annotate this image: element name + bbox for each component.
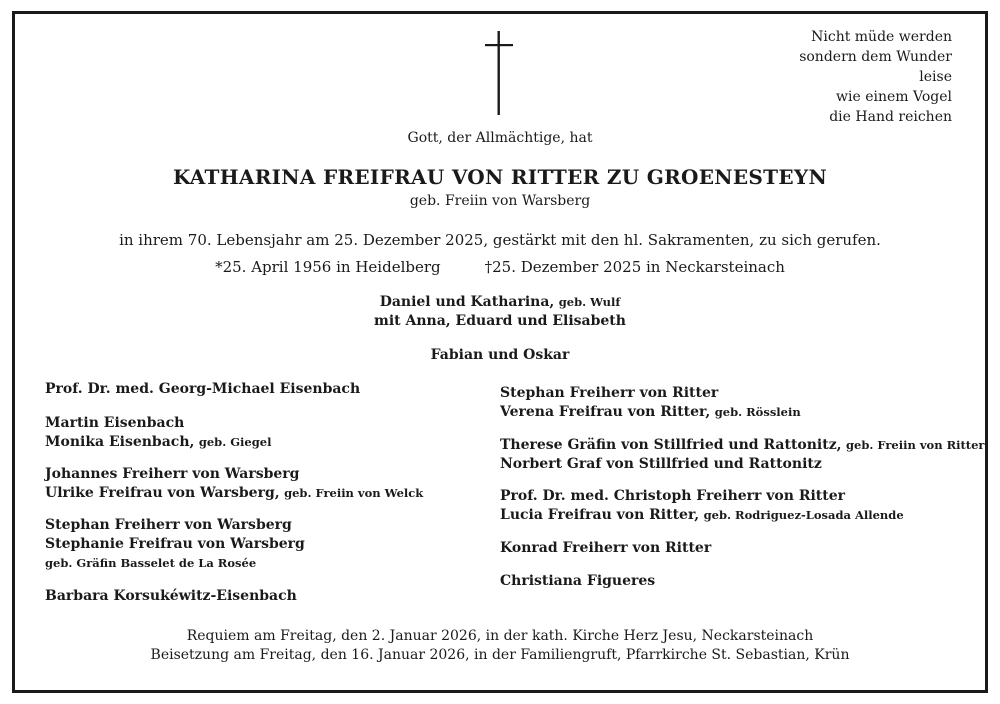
cross-icon [485, 31, 513, 115]
life-dates [0, 258, 1000, 276]
family-birth-name: geb. Rösslein [714, 405, 801, 419]
family-name: Daniel und Katharina, [379, 294, 555, 310]
family-name: Monika Eisenbach, [45, 434, 195, 450]
poem-line: Nicht müde werden [811, 29, 952, 45]
poem [799, 27, 952, 127]
family-name: Johannes Freiherr von Warsberg [45, 466, 300, 482]
poem-line: leise [919, 69, 952, 85]
family-birth-name: geb. Giegel [198, 435, 272, 449]
family-entry [45, 380, 360, 399]
center-family-line [0, 293, 1000, 312]
death-date: †25. Dezember 2025 in Neckarsteinach [484, 258, 785, 276]
family-entry [500, 487, 904, 525]
family-entry [45, 414, 271, 452]
family-name: Norbert Graf von Stillfried und Rattonitz [500, 456, 822, 472]
family-name: Konrad Freiherr von Ritter [500, 540, 712, 556]
family-name: Ulrike Freifrau von Warsberg, [45, 485, 280, 501]
family-birth-name: geb. Rodriguez-Losada Allende [703, 508, 904, 522]
poem-line: die Hand reichen [829, 109, 952, 125]
family-name: Prof. Dr. med. Georg-Michael Eisenbach [45, 381, 361, 397]
family-birth-name: geb. Gräfin Basselet de La Rosée [45, 556, 257, 570]
requiem-info: Requiem am Freitag, den 2. Januar 2026, in der kath. Kirche Herz Jesu, Neckarsteinach [186, 628, 814, 644]
family-name: Verena Freifrau von Ritter, [500, 404, 711, 420]
family-name: Lucia Freifrau von Ritter, [500, 507, 700, 523]
family-name: Therese Gräfin von Stillfried und Rattonitz, [500, 437, 842, 453]
center-family-line: Fabian und Oskar [430, 347, 570, 363]
family-entry [45, 516, 305, 573]
deceased-name: KATHARINA FREIFRAU VON RITTER ZU GROENESTEYN [172, 165, 828, 189]
poem-line: wie einem Vogel [836, 89, 952, 105]
burial-info: Beisetzung am Freitag, den 16. Januar 2026, in der Familiengruft, Pfarrkirche St. Sebastian, Krün [150, 647, 850, 663]
family-name: Stephanie Freifrau von Warsberg [45, 536, 305, 552]
death-statement: in ihrem 70. Lebensjahr am 25. Dezember 2025, gestärkt mit den hl. Sakramenten, zu sich gerufen. [119, 231, 881, 249]
poem-line: sondern dem Wunder [799, 49, 952, 65]
deceased-birth-name: geb. Freiin von Warsberg [409, 193, 591, 209]
family-entry [500, 572, 655, 591]
family-name: Christiana Figueres [500, 573, 656, 589]
birth-date: *25. April 1956 in Heidelberg [215, 258, 441, 276]
family-entry [45, 587, 297, 606]
family-name: Stephan Freiherr von Warsberg [45, 517, 292, 533]
family-name: Stephan Freiherr von Ritter [500, 385, 719, 401]
family-entry [500, 539, 711, 558]
family-entry [45, 465, 423, 503]
family-birth-name: geb. Freiin von Ritter [846, 438, 985, 452]
family-birth-name: geb. Freiin von Welck [284, 486, 424, 500]
family-name: Martin Eisenbach [45, 415, 185, 431]
family-entry [500, 436, 985, 474]
family-birth-name: geb. Wulf [558, 295, 621, 309]
family-name: Barbara Korsukéwitz-Eisenbach [45, 588, 297, 604]
family-name: Prof. Dr. med. Christoph Freiherr von Ritter [500, 488, 845, 504]
family-entry [500, 384, 801, 422]
intro-text: Gott, der Allmächtige, hat [407, 130, 593, 146]
center-family-line: mit Anna, Eduard und Elisabeth [374, 313, 626, 329]
